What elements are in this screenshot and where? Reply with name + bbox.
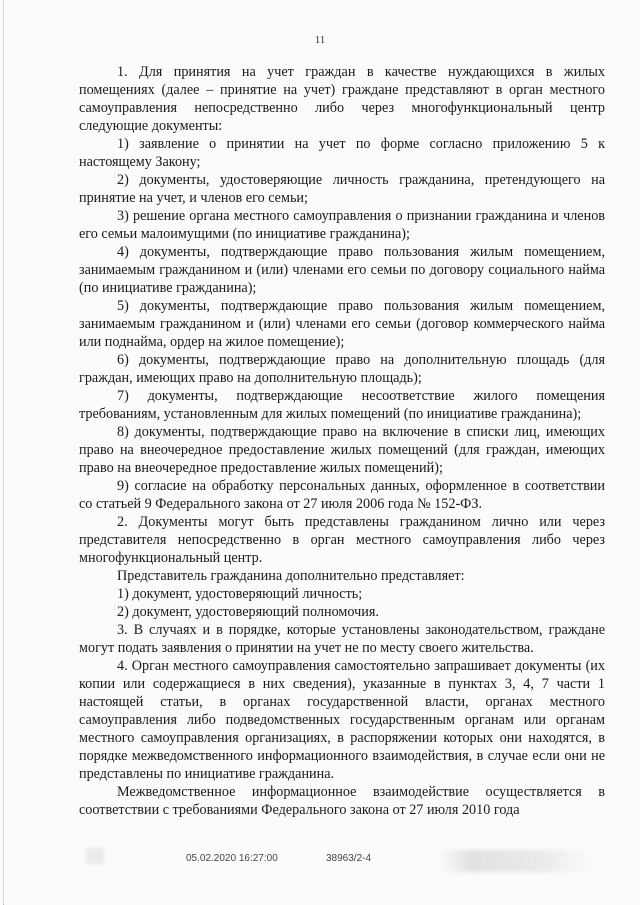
page-number: 11 [314,34,326,46]
representative-item-1: 1) документ, удостоверяющий личность; [117,586,363,602]
scan-edge [0,0,4,905]
paragraph-2: 2. Документы могут быть представлены гражданином лично или через представителя непосредственно в орган местного самоуправления либо через многофункциональный центр. [79,514,605,566]
list-item-1: 1) заявление о принятии на учет по форме согласно приложению 5 к настоящему Закону; [79,136,605,170]
paragraph-interagency: Межведомственное информационное взаимодействие осуществляется в соответствии с требованиями Федерального закона от 27 июля 2010 года [79,784,605,818]
list-item-4: 4) документы, подтверждающие право пользования жилым помещением, занимаемым гражданином и (или) членами его семьи по договору социального найма (по инициативе гражданина); [79,244,605,296]
paragraph-3: 3. В случаях и в порядке, которые установлены законодательством, граждане могут подать заявления о принятии на учет не по месту своего жительства. [79,622,605,656]
list-item-8: 8) документы, подтверждающие право на включение в списки лиц, имеющих право на внеочередное предоставление жилых помещений (для граждан, имеющих право на внеочередное предоставление жилых помещений); [79,424,605,476]
list-item-5: 5) документы, подтверждающие право пользования жилым помещением, занимаемым гражданином и (или) членами его семьи (договор коммерческого найма или поднайма, ордер на жилое помещение); [79,298,605,350]
list-item-3: 3) решение органа местного самоуправления о признании гражданина и членов его семьи малоимущими (по инициативе гражданина); [79,208,605,242]
faded-stamp-mark [440,850,590,872]
scan-smudge [86,848,104,864]
representative-item-2: 2) документ, удостоверяющий полномочия. [117,604,379,620]
list-item-6: 6) документы, подтверждающие право на дополнительную площадь (для граждан, имеющих право на дополнительную площадь); [79,352,605,386]
footer-code: 38963/2-4 [326,853,372,864]
representative-intro: Представитель гражданина дополнительно представляет: [117,568,465,584]
list-item-9: 9) согласие на обработку персональных данных, оформленное в соответствии со статьей 9 Федерального закона от 27 июля 2006 года № 152-ФЗ. [79,478,605,512]
paragraph-1: 1. Для принятия на учет граждан в качестве нуждающихся в жилых помещениях (далее – принятие на учет) граждане представляют в орган местного самоуправления непосредственно либо через многофункциональный центр следующие документы: [79,64,605,134]
body-text [79,63,605,819]
list-item-7: 7) документы, подтверждающие несоответствие жилого помещения требованиям, установленным для жилых помещений (по инициативе гражданина); [79,388,605,422]
paragraph-4: 4. Орган местного самоуправления самостоятельно запрашивает документы (их копии или содержащиеся в них сведения), указанные в пунктах 3, 4, 7 части 1 настоящей статьи, в органах государственной власти, органах местного самоуправления либо подведомственных государственным органам или органам местного самоуправления организациях, в распоряжении которых они находятся, в порядке межведомственного информационного взаимодействия, в случае если они не представлены по инициативе гражданина. [79,658,605,782]
list-item-2: 2) документы, удостоверяющие личность гражданина, претендующего на принятие на учет, и членов его семьи; [79,172,605,206]
footer-datetime: 05.02.2020 16:27:00 [186,853,278,864]
